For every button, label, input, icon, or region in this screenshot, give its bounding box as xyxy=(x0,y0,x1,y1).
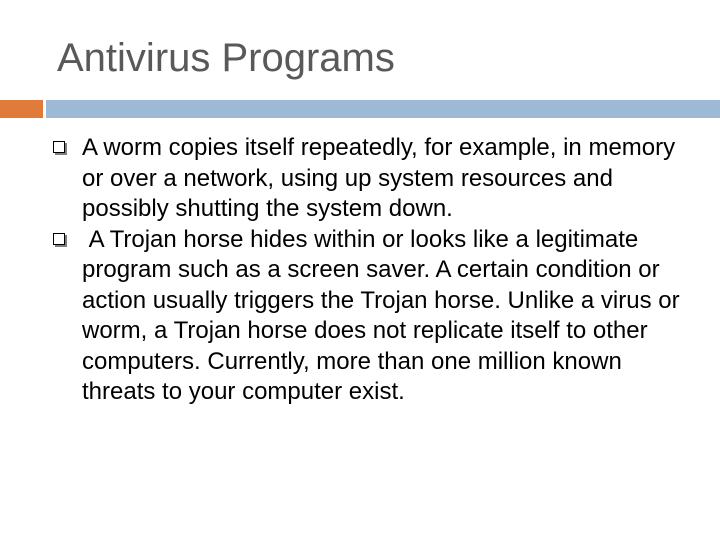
slide-title: Antivirus Programs xyxy=(57,36,395,80)
title-accent-bar xyxy=(0,100,43,118)
bullet-text: A worm copies itself repeatedly, for example, in memory or over a network, using up system resources and possibly shutting the system down. xyxy=(82,134,682,222)
bullet-list xyxy=(52,133,687,408)
bullet-item xyxy=(52,225,687,408)
square-bullet-icon xyxy=(53,141,65,153)
square-bullet-icon xyxy=(53,233,65,245)
bullet-text: A Trojan horse hides within or looks like a legitimate program such as a screen saver. A certain condition or action usually triggers the Trojan horse. Unlike a virus or worm, a Trojan horse does not replicate itself to other computers. Currently, more than one million known threats to your computer exist. xyxy=(82,225,687,405)
bullet-item xyxy=(52,133,682,225)
title-rule-bar xyxy=(46,100,720,118)
